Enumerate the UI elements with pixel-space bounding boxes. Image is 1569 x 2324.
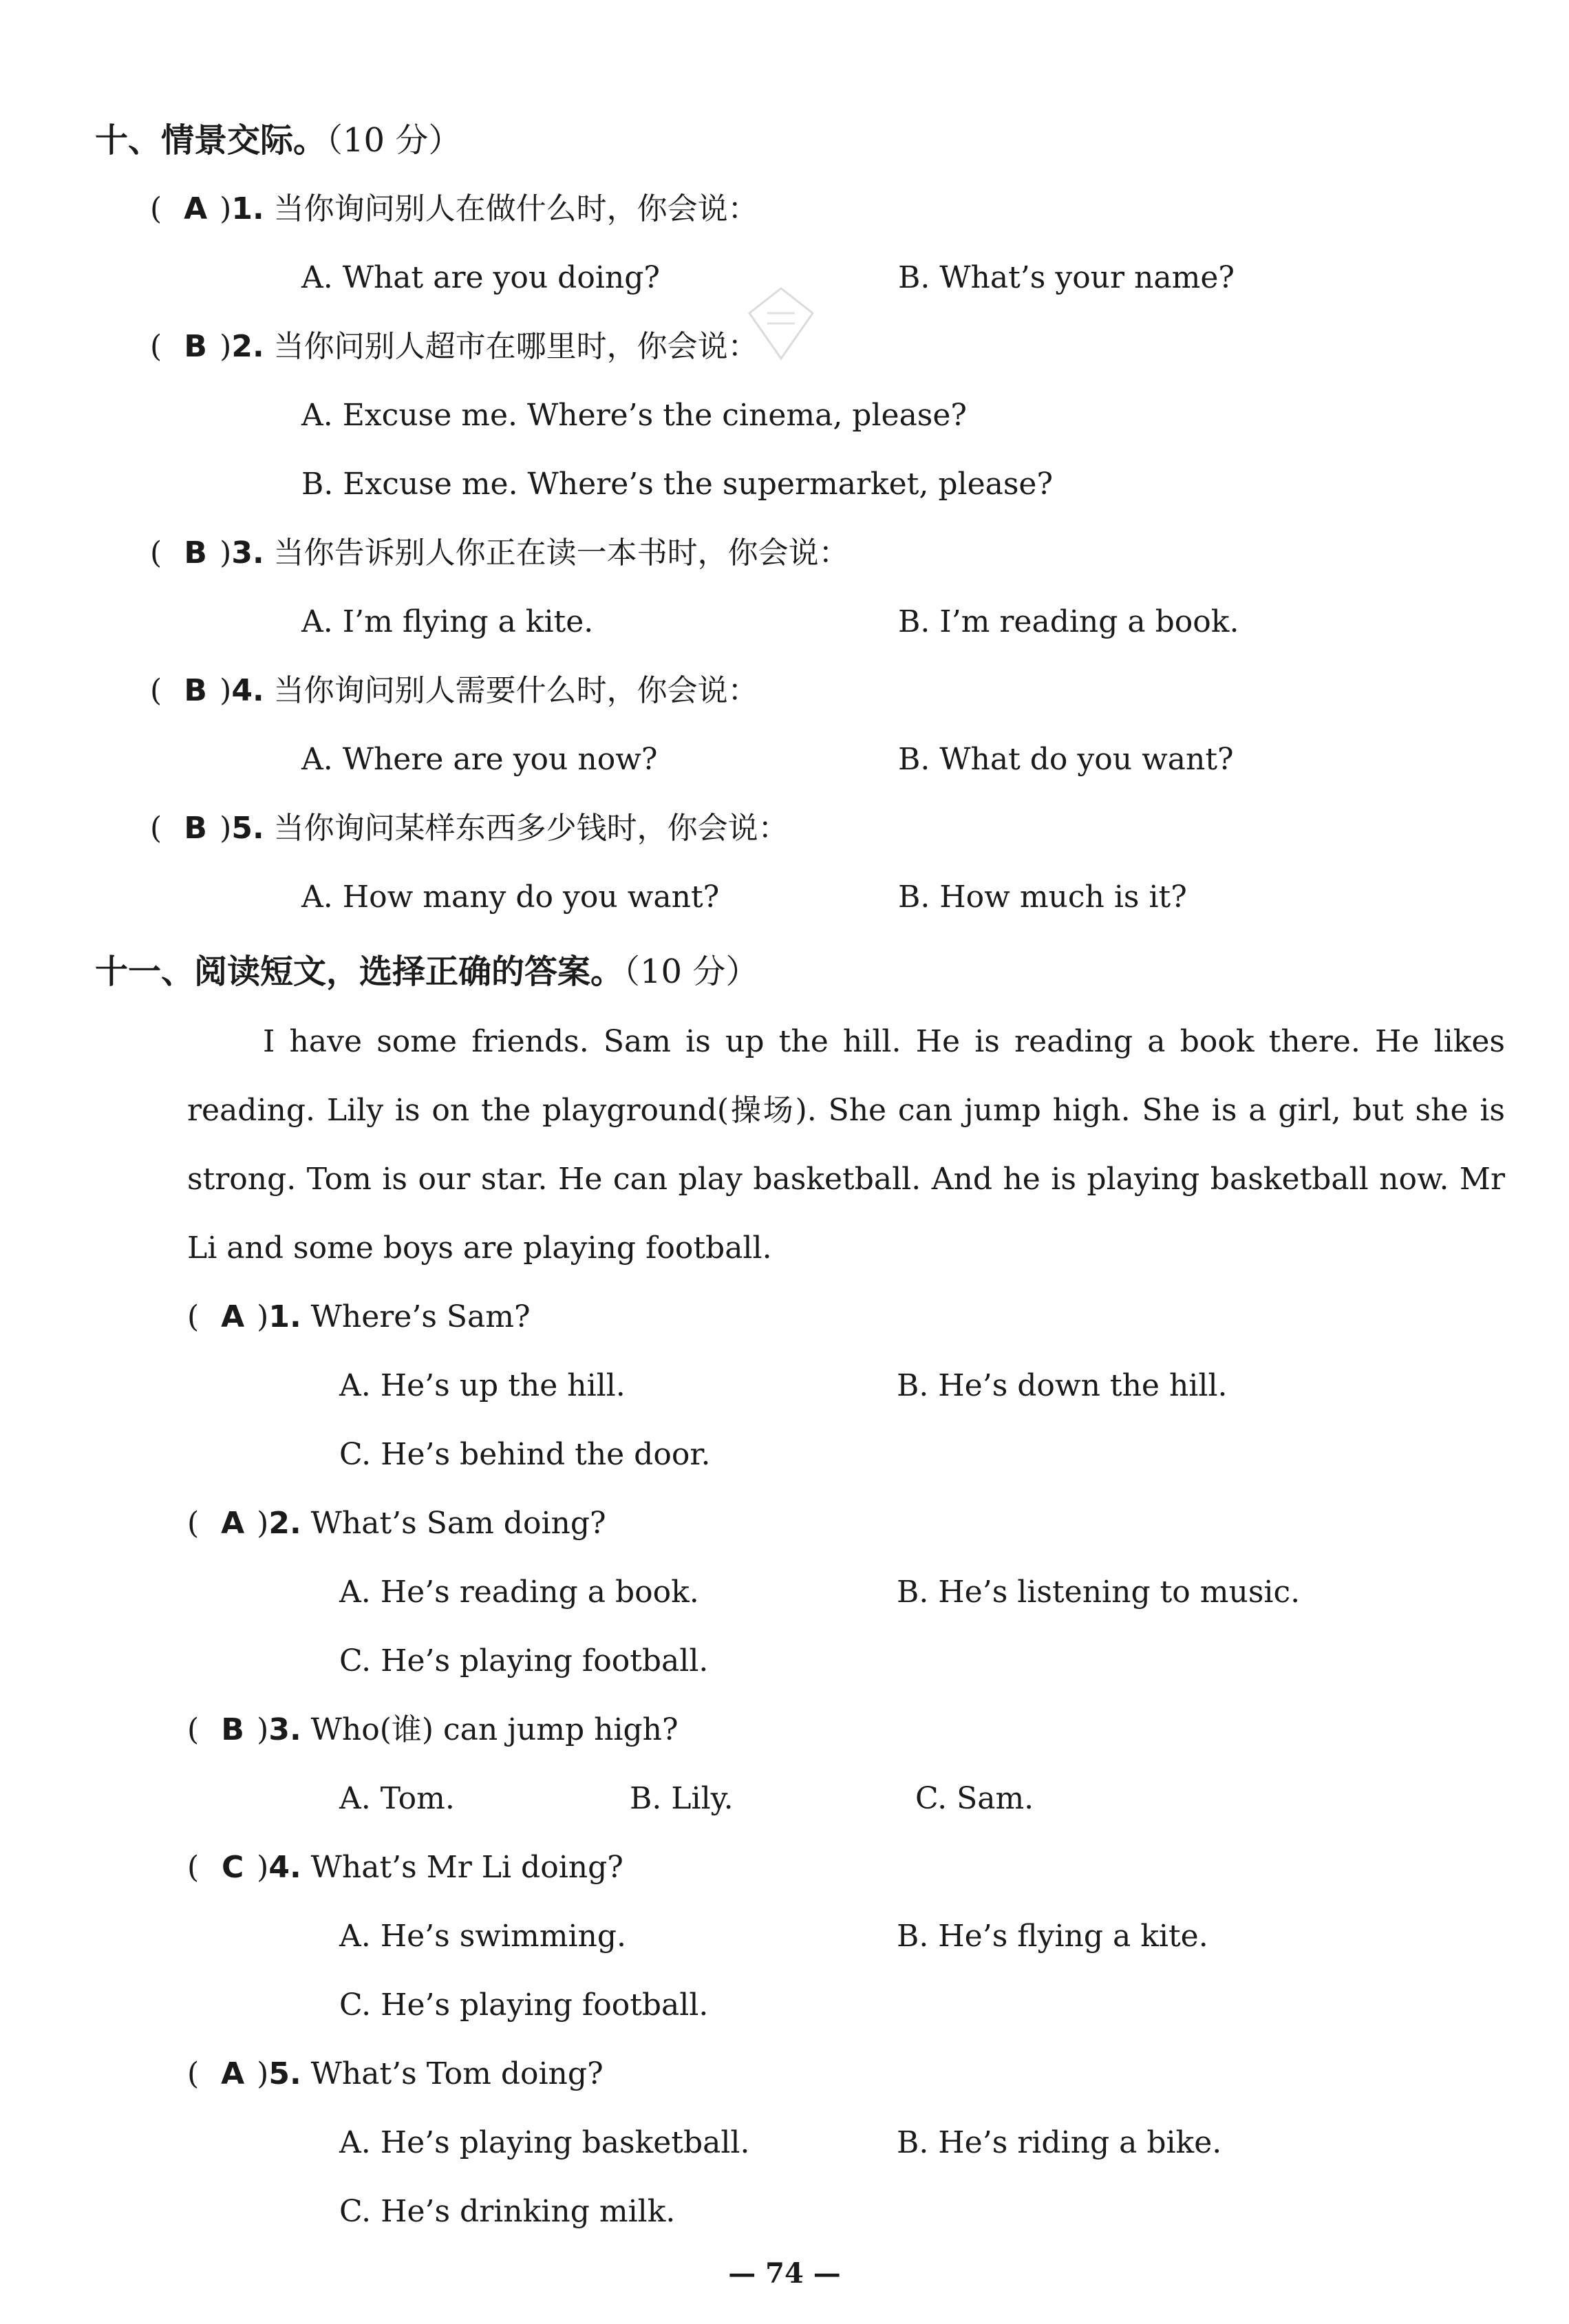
question-text: What’s Mr Li doing? bbox=[310, 1850, 623, 1885]
option-a: A. He’s up the hill. bbox=[339, 1368, 626, 1403]
answer-mark: A bbox=[184, 191, 208, 226]
question-text: Who(谁) can jump high? bbox=[310, 1712, 679, 1747]
option-a: A. Tom. bbox=[339, 1781, 455, 1816]
answer-mark: B bbox=[221, 1712, 244, 1747]
section-11-title: 十一、阅读短文，选择正确的答案。 bbox=[95, 952, 624, 991]
question-text: 当你问别人超市在哪里时，你会说： bbox=[273, 329, 758, 364]
question-text: What’s Tom doing? bbox=[310, 2056, 604, 2091]
section-10-heading bbox=[95, 118, 461, 162]
section-10-points: （10 分） bbox=[326, 121, 462, 160]
question-text: 当你询问别人需要什么时，你会说： bbox=[273, 673, 758, 708]
s11-question-4: ( C )4. What’s Mr Li doing? bbox=[187, 1847, 623, 1888]
answer-mark: B bbox=[184, 329, 207, 364]
page-number: — 74 — bbox=[728, 2257, 841, 2290]
s10-question-2: ( B )2. 当你问别人超市在哪里时，你会说： bbox=[150, 326, 758, 367]
option-a: A. He’s playing basketball. bbox=[339, 2125, 750, 2160]
option-b: B. He’s down the hill. bbox=[897, 1368, 1228, 1403]
question-number: 4. bbox=[268, 1850, 301, 1885]
question-number: 2. bbox=[268, 1506, 301, 1541]
option-a: A. How many do you want? bbox=[301, 880, 720, 915]
s11-question-5: ( A )5. What’s Tom doing? bbox=[187, 2054, 604, 2095]
question-number: 3. bbox=[231, 535, 264, 571]
question-text: Where’s Sam? bbox=[310, 1299, 531, 1334]
section-11-points: （10 分） bbox=[623, 952, 759, 991]
answer-mark: B bbox=[184, 673, 207, 708]
s10-question-5: ( B )5. 当你询问某样东西多少钱时，你会说： bbox=[150, 808, 789, 849]
option-b: B. How much is it? bbox=[898, 880, 1187, 915]
s10-question-4: ( B )4. 当你询问别人需要什么时，你会说： bbox=[150, 670, 758, 712]
option-b: B. He’s flying a kite. bbox=[897, 1919, 1208, 1954]
option-c: C. He’s playing football. bbox=[339, 1987, 709, 2023]
question-number: 5. bbox=[231, 811, 264, 846]
answer-mark: C bbox=[222, 1850, 244, 1885]
answer-mark: A bbox=[221, 2056, 245, 2091]
s11-question-2: ( A )2. What’s Sam doing? bbox=[187, 1503, 606, 1544]
question-text: What’s Sam doing? bbox=[310, 1506, 606, 1541]
option-a: A. He’s swimming. bbox=[339, 1919, 627, 1954]
option-c: C. He’s drinking milk. bbox=[339, 2194, 676, 2229]
s11-question-3: ( B )3. Who(谁) can jump high? bbox=[187, 1709, 679, 1751]
option-b: B. I’m reading a book. bbox=[898, 604, 1239, 639]
option-b: B. What’s your name? bbox=[898, 260, 1235, 295]
option-a: A. Where are you now? bbox=[301, 742, 658, 777]
question-number: 3. bbox=[268, 1712, 301, 1747]
option-a: A. He’s reading a book. bbox=[339, 1575, 699, 1610]
question-number: 2. bbox=[231, 329, 264, 364]
option-b: B. What do you want? bbox=[898, 742, 1234, 777]
question-number: 1. bbox=[231, 191, 264, 226]
option-b: B. Lily. bbox=[630, 1781, 734, 1816]
question-number: 1. bbox=[268, 1299, 301, 1334]
option-c: C. Sam. bbox=[915, 1781, 1034, 1816]
answer-mark: A bbox=[221, 1506, 245, 1541]
stamp-watermark-icon bbox=[747, 286, 815, 361]
option-c: C. He’s playing football. bbox=[339, 1643, 709, 1678]
answer-mark: A bbox=[221, 1299, 245, 1334]
option-c: C. He’s behind the door. bbox=[339, 1437, 711, 1472]
question-text: 当你告诉别人你正在读一本书时，你会说： bbox=[273, 535, 849, 571]
option-a: A. Excuse me. Where’s the cinema, please? bbox=[301, 398, 968, 433]
answer-mark: B bbox=[184, 535, 207, 571]
section-11-heading bbox=[95, 950, 758, 994]
option-b: B. He’s listening to music. bbox=[897, 1575, 1301, 1610]
question-number: 5. bbox=[268, 2056, 301, 2091]
s11-question-1: ( A )1. Where’s Sam? bbox=[187, 1297, 531, 1338]
option-a: A. I’m flying a kite. bbox=[301, 604, 594, 639]
s10-question-1: ( A )1. 当你询问别人在做什么时，你会说： bbox=[150, 189, 758, 230]
reading-passage: I have some friends. Sam is up the hill. He is reading a book there. He likes reading. Lily is on the playground(操场). She can jump high. She is a girl, but she is strong. Tom is our star. He can play basketball. And he is playing basketball now. Mr Li and some boys are playing football. bbox=[187, 1024, 1505, 1266]
question-number: 4. bbox=[231, 673, 264, 708]
option-b: B. Excuse me. Where’s the supermarket, please? bbox=[301, 467, 1054, 502]
section-10-title: 十、情景交际。 bbox=[95, 121, 327, 160]
question-text: 当你询问别人在做什么时，你会说： bbox=[273, 191, 758, 226]
option-b: B. He’s riding a bike. bbox=[897, 2125, 1222, 2160]
s10-question-3: ( B )3. 当你告诉别人你正在读一本书时，你会说： bbox=[150, 533, 849, 574]
question-text: 当你询问某样东西多少钱时，你会说： bbox=[273, 811, 789, 846]
answer-mark: B bbox=[184, 811, 207, 846]
option-a: A. What are you doing? bbox=[301, 260, 660, 295]
